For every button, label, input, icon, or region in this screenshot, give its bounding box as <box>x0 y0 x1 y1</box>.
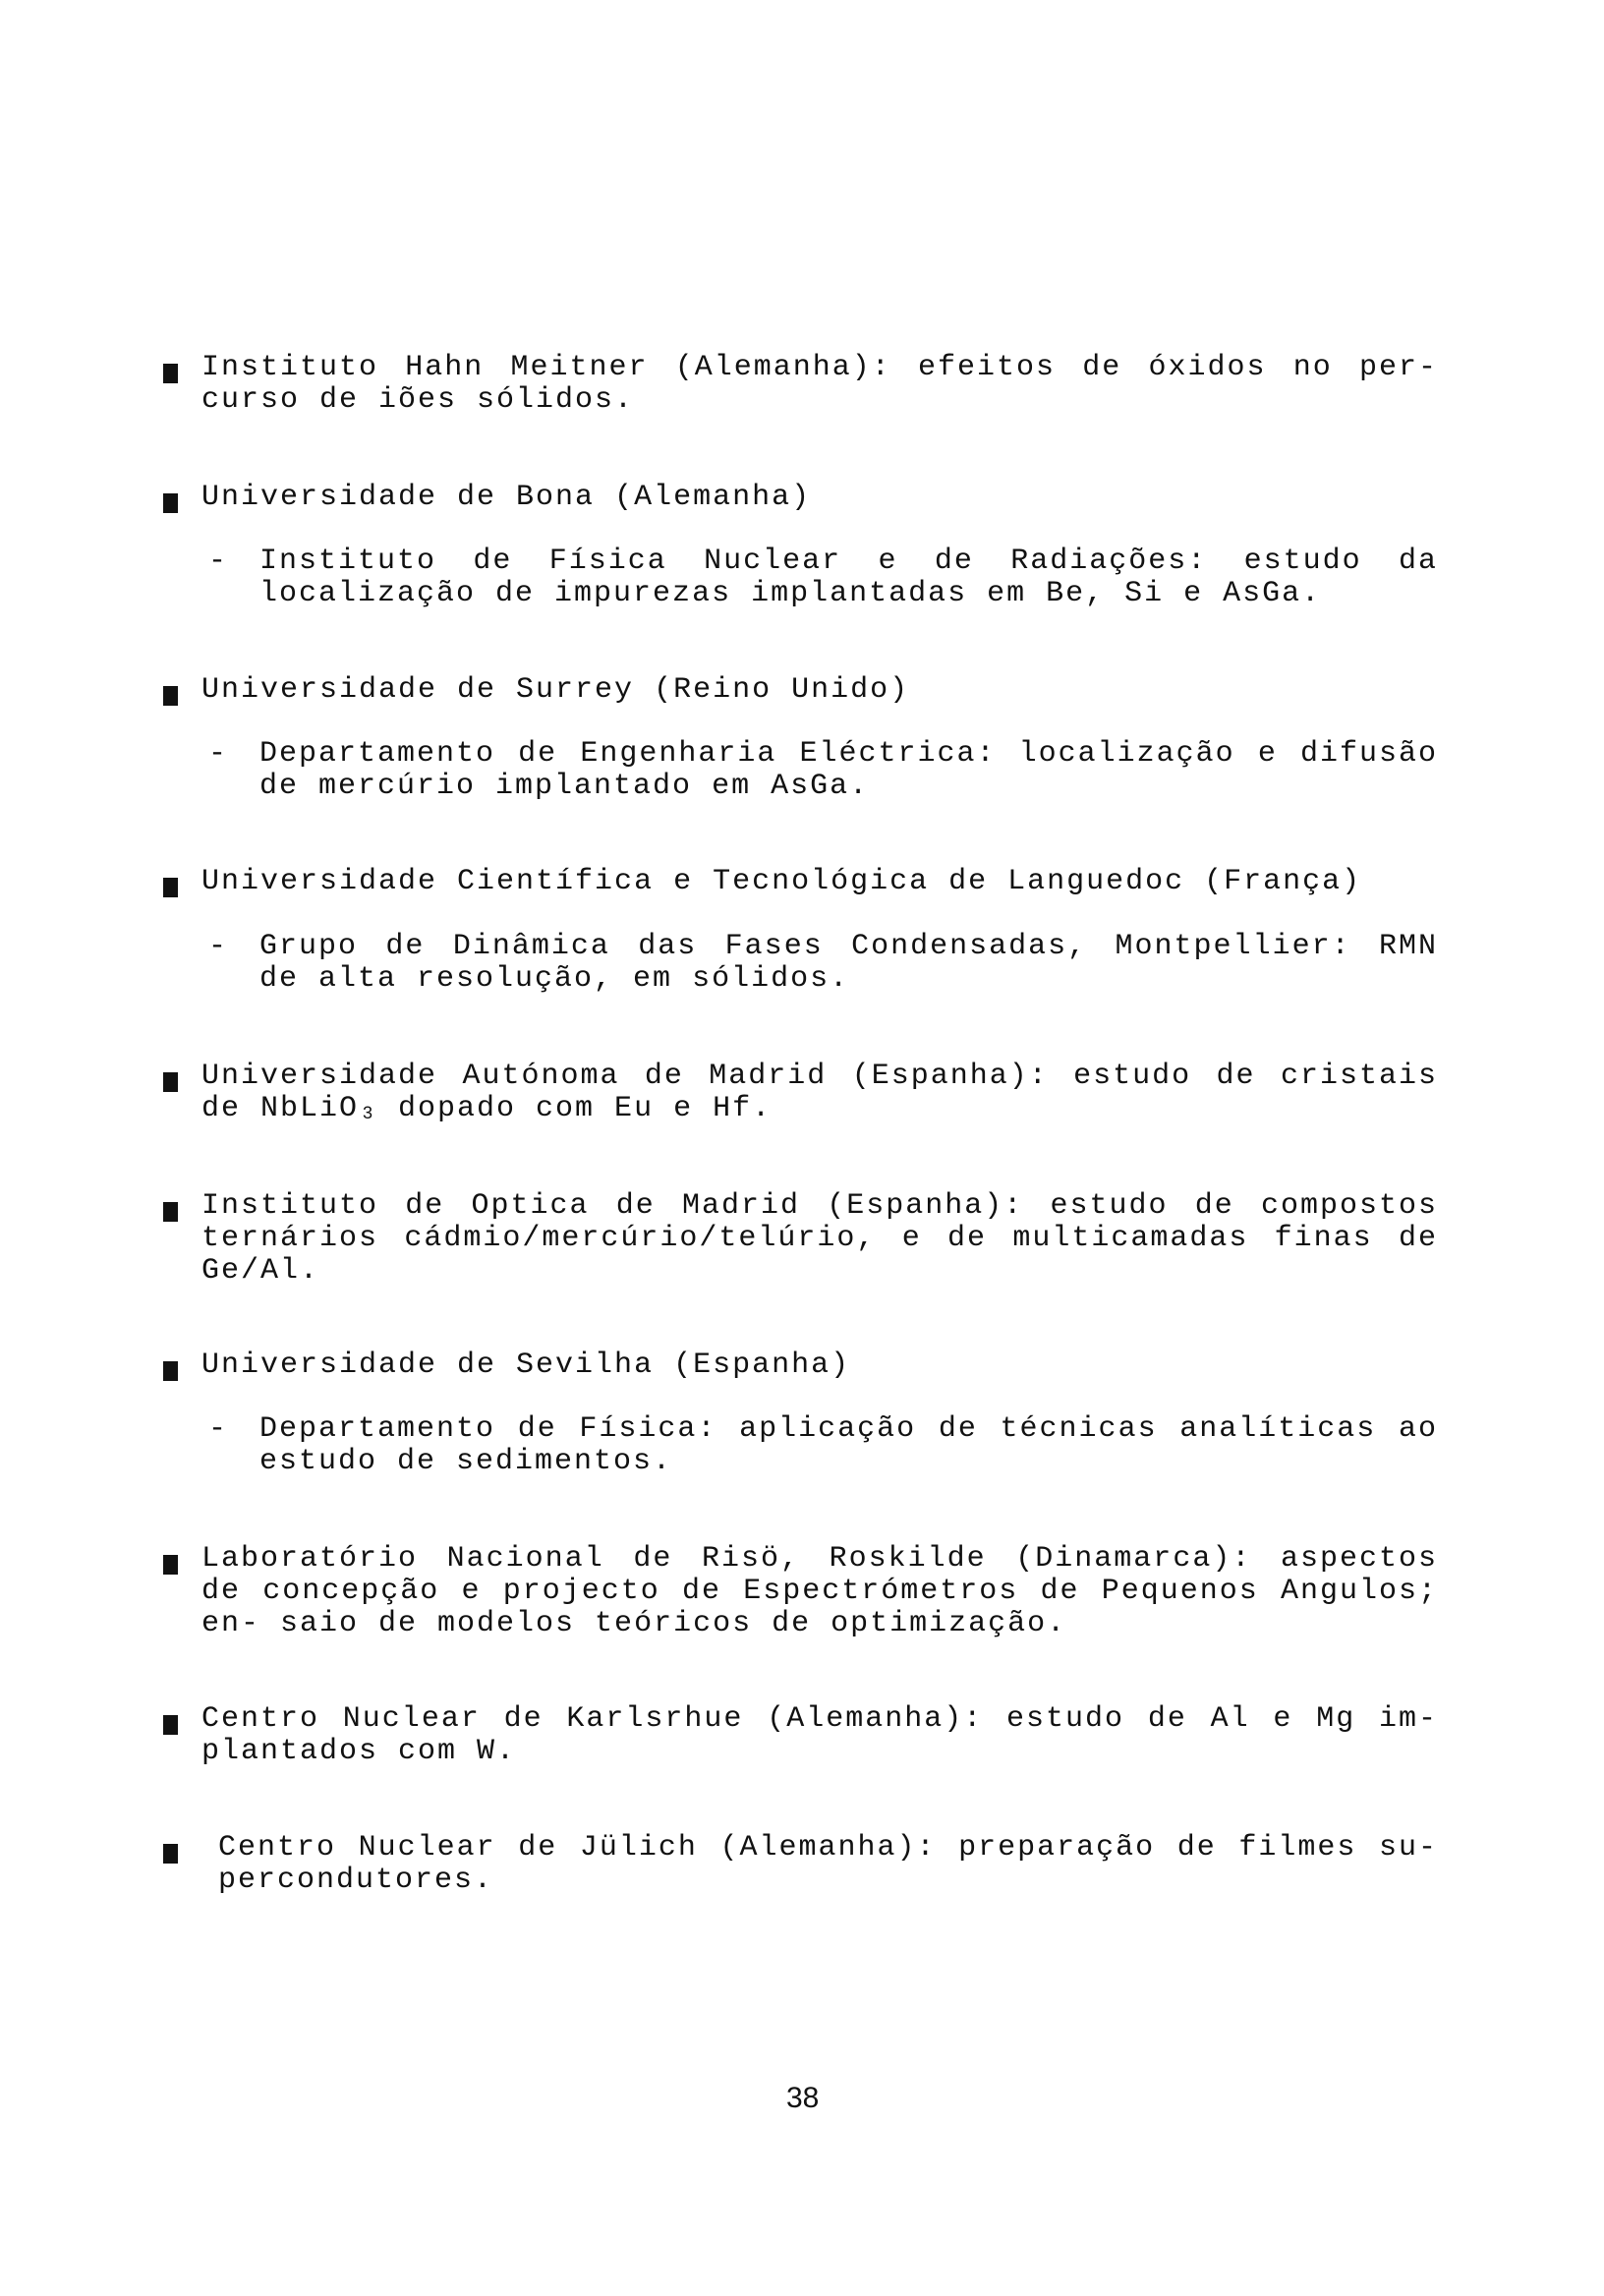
bullet-icon <box>163 493 178 513</box>
list-item: Universidade de Bona (Alemanha) <box>201 481 812 514</box>
list-item: Universidade de Surrey (Reino Unido) <box>201 673 910 707</box>
bullet-icon <box>163 1715 178 1735</box>
dash-marker: - <box>208 737 227 771</box>
list-item: Instituto de Optica de Madrid (Espanha): estudo de compostos ternários cádmio/mercúrio/telúrio, e de multicamadas finas de Ge/Al. <box>201 1189 1438 1288</box>
bullet-icon <box>163 1844 178 1864</box>
list-item: Centro Nuclear de Karlsrhue (Alemanha): estudo de Al e Mg im- plantados com W. <box>201 1702 1438 1768</box>
page-number: 38 <box>786 2082 820 2114</box>
sub-item: Grupo de Dinâmica das Fases Condensadas, Montpellier: RMN de alta resolução, em sólidos. <box>259 930 1438 996</box>
list-item: Centro Nuclear de Jülich (Alemanha): preparação de filmes su- percondutores. <box>218 1831 1438 1897</box>
bullet-icon <box>163 878 178 897</box>
list-item: Laboratório Nacional de Risö, Roskilde (Dinamarca): aspectos de concepção e projecto de Espectrómetros de Pequenos Angulos; en- saio de modelos teóricos de optimização. <box>201 1542 1438 1640</box>
dash-marker: - <box>208 1412 227 1446</box>
list-item: Universidade de Sevilha (Espanha) <box>201 1349 851 1382</box>
dash-marker: - <box>208 930 227 963</box>
list-item: Instituto Hahn Meitner (Alemanha): efeitos de óxidos no per- curso de iões sólidos. <box>201 351 1438 417</box>
sub-item: Departamento de Física: aplicação de técnicas analíticas ao estudo de sedimentos. <box>259 1412 1438 1478</box>
sub-item: Instituto de Física Nuclear e de Radiações: estudo da localização de impurezas implantadas em Be, Si e AsGa. <box>259 545 1438 610</box>
bullet-icon <box>163 686 178 706</box>
bullet-icon <box>163 364 178 383</box>
list-item: Universidade Científica e Tecnológica de Languedoc (França) <box>201 865 1362 898</box>
bullet-icon <box>163 1202 178 1222</box>
dash-marker: - <box>208 545 227 578</box>
sub-item: Departamento de Engenharia Eléctrica: localização e difusão de mercúrio implantado em AsGa. <box>259 737 1438 803</box>
bullet-icon <box>163 1361 178 1381</box>
bullet-icon <box>163 1555 178 1575</box>
list-item: Universidade Autónoma de Madrid (Espanha): estudo de cristais de NbLiO₃ dopado com Eu e Hf. <box>201 1060 1438 1125</box>
bullet-icon <box>163 1072 178 1092</box>
